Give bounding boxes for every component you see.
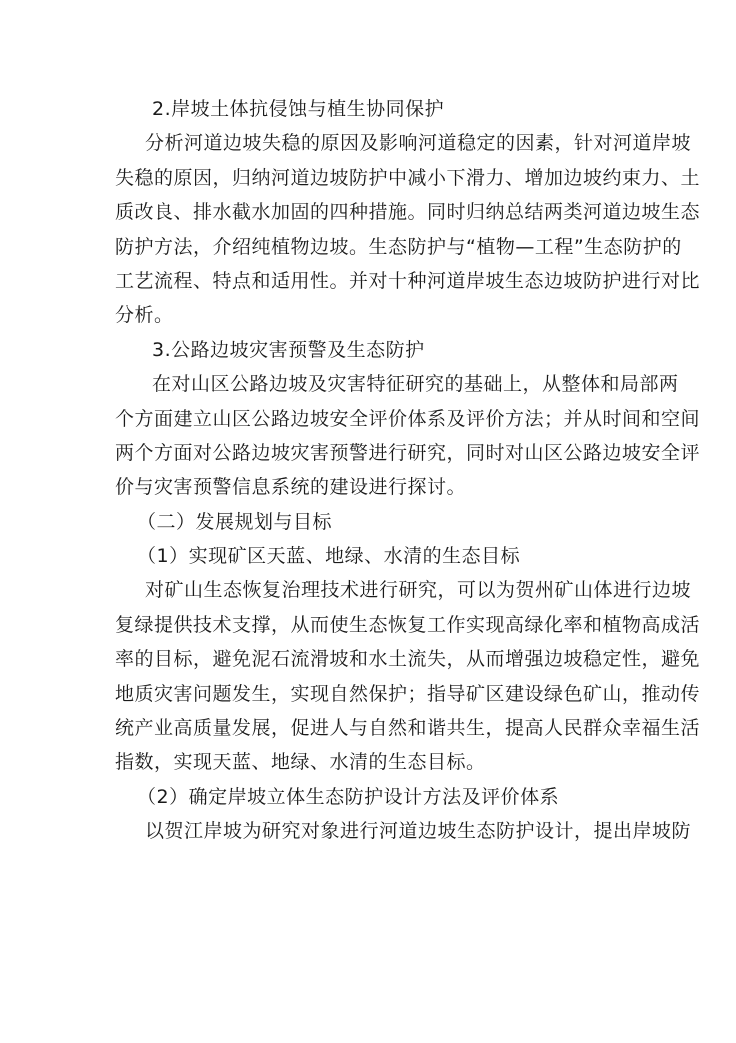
text-line: 对矿山生态恢复治理技术进行研究，可以为贺州矿山体进行边坡 xyxy=(145,579,692,602)
text-line: 复绿提供技术支撑，从而使生态恢复工作实现高绿化率和植物高成活 xyxy=(115,613,701,636)
document-body xyxy=(115,92,701,849)
text-line: 防护方法，介绍纯植物边坡。生态防护与“植物—工程”生态防护的 xyxy=(115,235,682,258)
text-line: 失稳的原因，归纳河道边坡防护中减小下滑力、增加边坡约束力、土 xyxy=(115,166,701,189)
text-line: 工艺流程、特点和适用性。并对十种河道岸坡生态边坡防护进行对比 xyxy=(115,269,701,292)
text-line: 2.岸坡土体抗侵蚀与植生协同保护 xyxy=(152,98,445,120)
text-line: 分析。 xyxy=(115,304,174,327)
text-line: 个方面建立山区公路边坡安全评价体系及评价方法；并从时间和空间 xyxy=(115,407,701,430)
text-line: 质改良、排水截水加固的四种措施。同时归纳总结两类河道边坡生态 xyxy=(115,201,701,224)
text-line: 统产业高质量发展，促进人与自然和谐共生，提高人民群众幸福生活 xyxy=(115,717,701,740)
text-line: 在对山区公路边坡及灾害特征研究的基础上，从整体和局部两 xyxy=(152,373,679,396)
text-line: （二）发展规划与目标 xyxy=(137,510,333,533)
text-line: （1）实现矿区天蓝、地绿、水清的生态目标 xyxy=(137,545,521,568)
text-line: 价与灾害预警信息系统的建设进行探讨。 xyxy=(115,476,467,499)
text-line: 分析河道边坡失稳的原因及影响河道稳定的因素，针对河道岸坡 xyxy=(145,132,692,155)
text-line: 3.公路边坡灾害预警及生态防护 xyxy=(152,338,425,361)
text-line: 地质灾害问题发生，实现自然保护；指导矿区建设绿色矿山，推动传 xyxy=(115,682,701,705)
text-line: 率的目标，避免泥石流滑坡和水土流失，从而增强边坡稳定性，避免 xyxy=(115,648,701,671)
text-line: 指数，实现天蓝、地绿、水清的生态目标。 xyxy=(115,751,486,774)
text-line: 以贺江岸坡为研究对象进行河道边坡生态防护设计，提出岸坡防 xyxy=(145,820,692,843)
text-line: （2）确定岸坡立体生态防护设计方法及评价体系 xyxy=(137,785,560,808)
text-line: 两个方面对公路边坡灾害预警进行研究，同时对山区公路边坡安全评 xyxy=(115,441,701,464)
